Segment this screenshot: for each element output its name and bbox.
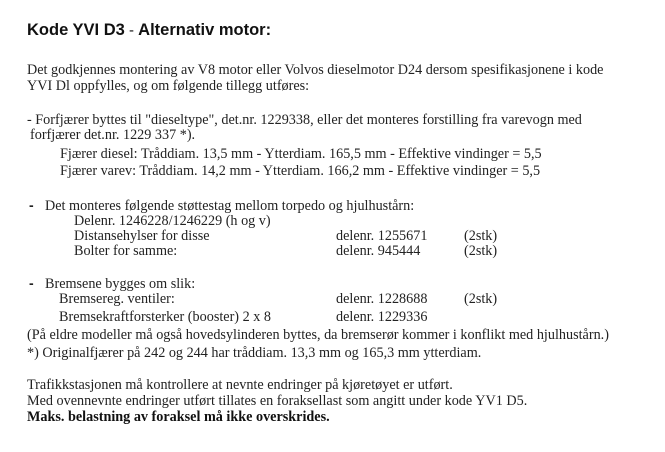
brakes-item-part: delenr. 1228688 — [336, 291, 428, 307]
brakes-item-qty: (2stk) — [464, 291, 498, 307]
struts-heading: Det monteres følgende støttestag mellom torpedo og hjulhustårn: — [45, 198, 415, 214]
struts-item-label: Bolter for samme: — [74, 243, 178, 259]
title-text: Alternativ motor: — [138, 21, 272, 39]
struts-bullet: - — [29, 197, 34, 213]
code-label: Kode YVI D3 — [27, 21, 125, 39]
title-separator: - — [124, 22, 139, 39]
springs-line-1: - Forfjærer byttes til "dieseltype", det.nr. 1229338, eller det monteres forstilling fra varevogn med — [27, 112, 582, 128]
page-title — [27, 21, 271, 40]
struts-item-label: Delenr. 1246228/1246229 (h og v) — [74, 213, 271, 229]
spring-spec-diesel: Fjærer diesel: Tråddiam. 13,5 mm - Ytterdiam. 165,5 mm - Effektive vindinger = 5,5 — [60, 146, 542, 162]
brakes-item-label: Bremsekraftforsterker (booster) 2 x 8 — [59, 309, 271, 325]
brakes-item-label: Bremsereg. ventiler: — [59, 291, 175, 307]
closing-warning: Maks. belastning av foraksel må ikke overskrides. — [27, 409, 330, 425]
intro-line-2: YVI Dl oppfylles, og om følgende tillegg utføres: — [27, 78, 310, 94]
springs-line-2: forfjærer det.nr. 1229 337 *). — [30, 127, 196, 143]
struts-item-part: delenr. 1255671 — [336, 228, 428, 244]
brakes-note: (På eldre modeller må også hovedsylinderen byttes, da bremserør kommer i konflikt med hjulhustårn.) — [27, 327, 609, 343]
spring-footnote: *) Originalfjærer på 242 og 244 har tråddiam. 13,3 mm og 165,3 mm ytterdiam. — [27, 345, 482, 361]
struts-item-label: Distansehylser for disse — [74, 228, 210, 244]
brakes-heading: Bremsene bygges om slik: — [45, 276, 196, 292]
closing-line-2: Med ovennevnte endringer utført tillates en foraksellast som angitt under kode YV1 D5. — [27, 393, 528, 409]
spring-spec-varev: Fjærer varev: Tråddiam. 14,2 mm - Ytterdiam. 166,2 mm - Effektive vindinger = 5,5 — [60, 163, 541, 179]
intro-line-1: Det godkjennes montering av V8 motor eller Volvos dieselmotor D24 dersom spesifikasjonene i kode — [27, 62, 604, 78]
struts-item-qty: (2stk) — [464, 228, 498, 244]
closing-line-1: Trafikkstasjonen må kontrollere at nevnte endringer på kjøretøyet er utført. — [27, 377, 453, 393]
struts-item-qty: (2stk) — [464, 243, 498, 259]
struts-item-part: delenr. 945444 — [336, 243, 421, 259]
brakes-bullet: - — [29, 275, 34, 291]
brakes-item-part: delenr. 1229336 — [336, 309, 428, 325]
